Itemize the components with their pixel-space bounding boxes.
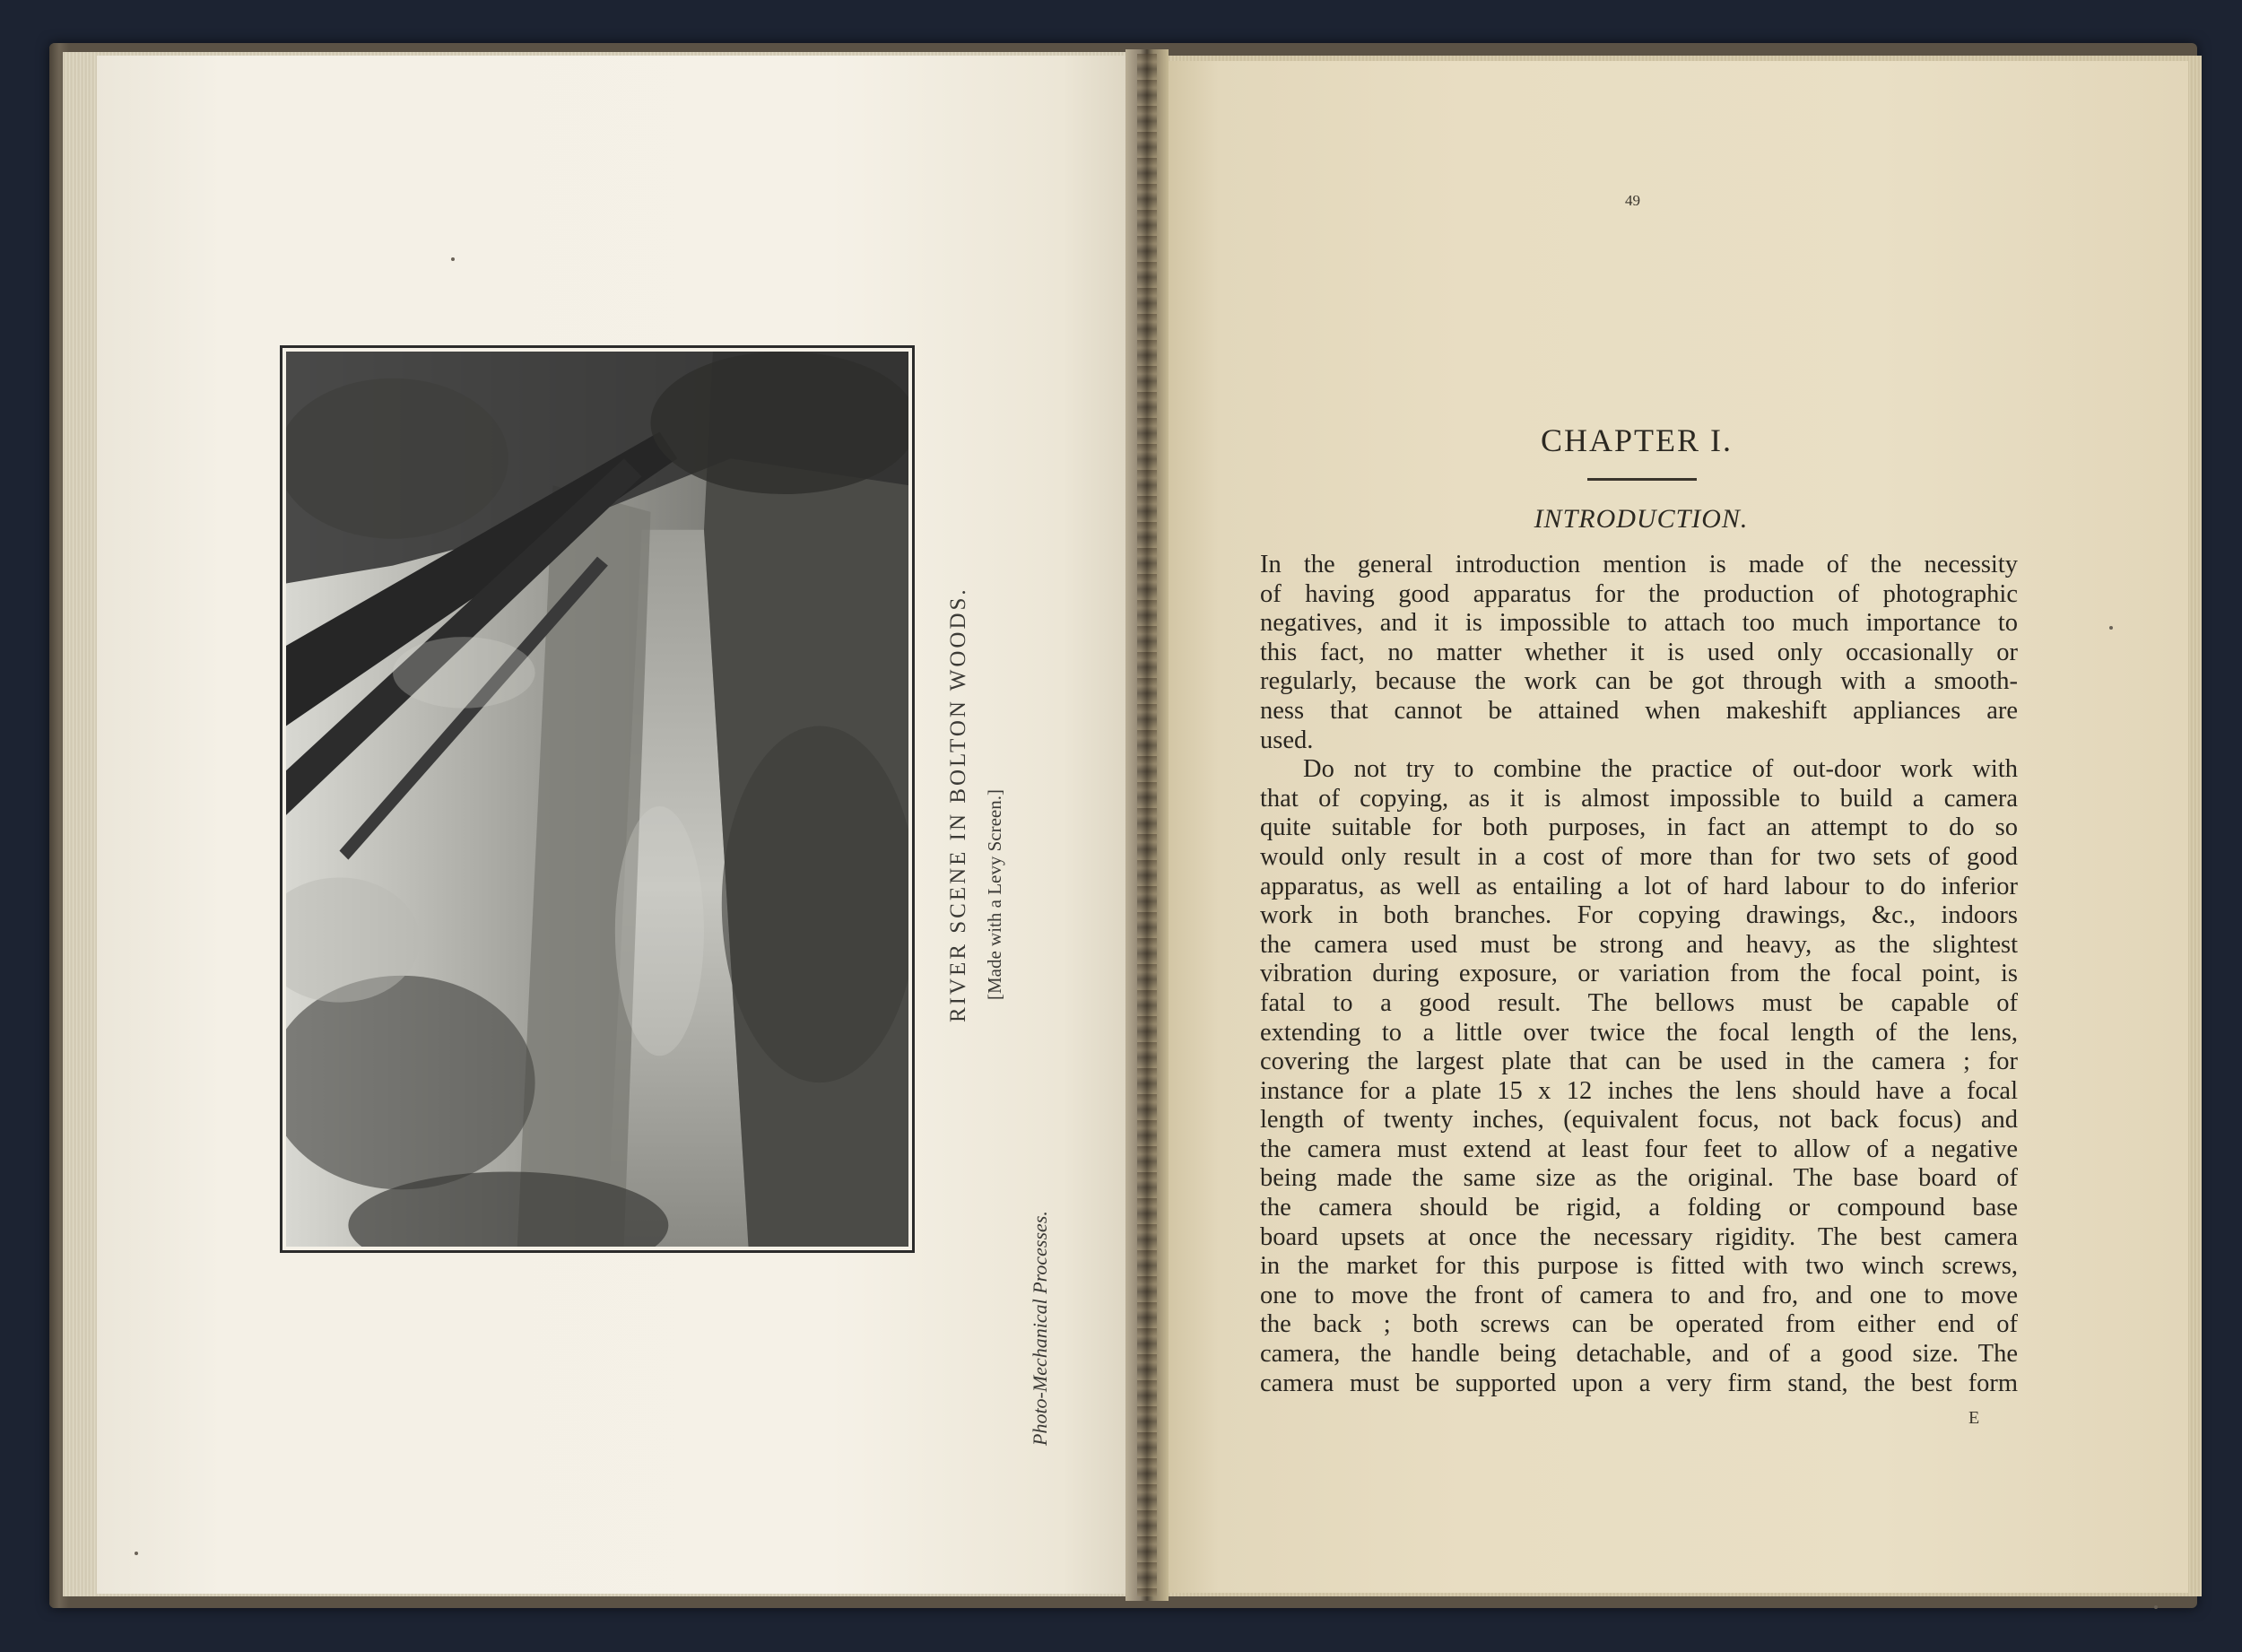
text-line: instance for a plate 15 x 12 inches the lens should have a focal: [1260, 1076, 2018, 1105]
text-line: Do not try to combine the practice of out-door work with: [1303, 755, 2018, 784]
paper-speck: [2154, 1605, 2158, 1609]
text-line: fatal to a good result. The bellows must be capable of: [1260, 988, 2018, 1017]
text-line: vibration during exposure, or variation from the focal point, is: [1260, 960, 2018, 988]
page-number: 49: [1625, 192, 1640, 209]
text-line: this fact, no matter whether it is used only occasionally or: [1260, 638, 2018, 666]
paper-speck: [135, 1552, 138, 1555]
text-line: extending to a little over twice the focal length of the lens,: [1260, 1018, 2018, 1047]
text-line: In the general introduction mention is made of the necessity: [1260, 551, 2018, 578]
plate-subtitle: [Made with a Levy Screen.]: [984, 789, 1005, 1000]
chapter-title: CHAPTER I.: [1540, 422, 1733, 458]
section-title: INTRODUCTION.: [1534, 504, 1749, 534]
signature-mark: E: [1968, 1408, 1980, 1428]
torn-binding: [1137, 54, 1157, 1596]
text-line: would only result in a cost of more than for two sets of good: [1260, 842, 2018, 871]
text-line: ness that cannot be attained when makeshift appliances are: [1260, 696, 2018, 725]
text-line: quite suitable for both purposes, in fact an attempt to do so: [1260, 813, 2018, 842]
text-line: negatives, and it is impossible to attach too much importance to: [1260, 609, 2018, 638]
text-line: board upsets at once the necessary rigidity. The best camera: [1260, 1222, 2018, 1251]
text-line: one to move the front of camera to and fro, and one to move: [1260, 1281, 2018, 1309]
text-line: apparatus, as well as entailing a lot of hard labour to do inferior: [1260, 872, 2018, 900]
text-line: the back ; both screws can be operated from either end of: [1260, 1310, 2018, 1339]
body-text: [1260, 551, 2018, 1398]
text-line: of having good apparatus for the production of photographic: [1260, 579, 2018, 608]
plate-frame: [280, 345, 915, 1253]
plate-title: RIVER SCENE IN BOLTON WOODS.: [946, 587, 970, 1022]
text-line: the camera should be rigid, a folding or compound base: [1260, 1194, 2018, 1222]
text-line: used.: [1260, 726, 1314, 754]
paper-speck: [451, 257, 455, 261]
text-line: length of twenty inches, (equivalent focus, not back focus) and: [1260, 1106, 2018, 1135]
running-title: Photo-Mechanical Processes.: [1029, 1211, 1051, 1446]
chapter-rule: [1587, 478, 1697, 481]
text-line: work in both branches. For copying drawings, &c., indoors: [1260, 901, 2018, 930]
text-line: that of copying, as it is almost impossible to build a camera: [1260, 784, 2018, 813]
text-line: in the market for this purpose is fitted with two winch screws,: [1260, 1252, 2018, 1281]
paper-speck: [2109, 626, 2113, 630]
text-line: the camera used must be strong and heavy, as the slightest: [1260, 930, 2018, 959]
river-scene-photograph: [286, 352, 908, 1247]
text-line: camera must be supported upon a very firm stand, the best form: [1260, 1369, 2018, 1397]
text-line: regularly, because the work can be got through with a smooth-: [1260, 667, 2018, 696]
text-line: being made the same size as the original. The base board of: [1260, 1164, 2018, 1193]
text-line: camera, the handle being detachable, and of a good size. The: [1260, 1340, 2018, 1369]
text-line: the camera must extend at least four feet to allow of a negative: [1260, 1135, 2018, 1163]
text-line: covering the largest plate that can be used in the camera ; for: [1260, 1048, 2018, 1076]
